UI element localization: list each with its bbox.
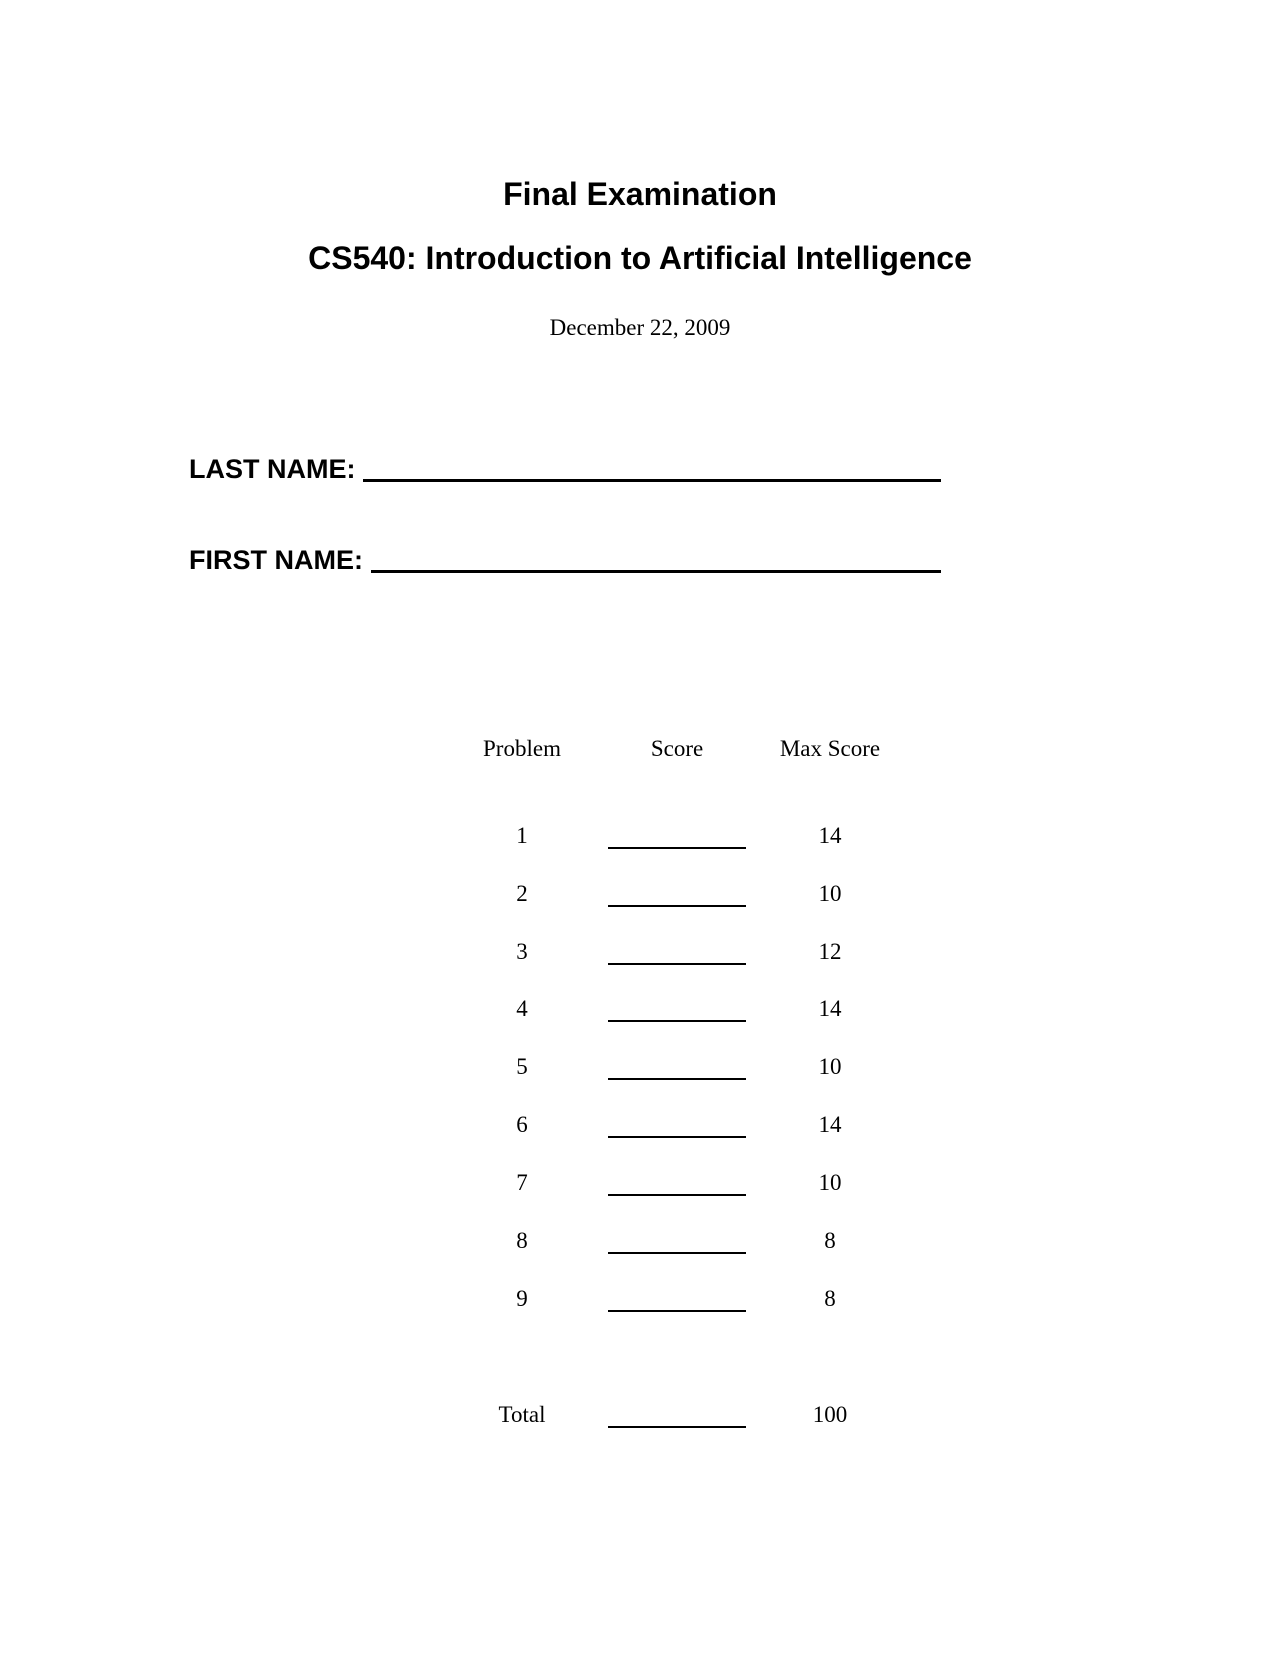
max-score: 8 [824, 1228, 836, 1253]
total-max-score: 100 [812, 1402, 848, 1427]
score-blank-line [608, 905, 746, 907]
score-blank-line [608, 1136, 746, 1138]
max-score: 10 [818, 1054, 842, 1079]
total-score-blank-line [608, 1426, 746, 1428]
last-name-blank-line [363, 479, 941, 482]
max-score: 14 [818, 1112, 842, 1137]
max-score: 14 [818, 996, 842, 1021]
problem-number: 2 [516, 881, 528, 906]
last-name-field [189, 452, 941, 486]
score-blank-line [608, 1194, 746, 1196]
problem-number: 5 [516, 1054, 528, 1079]
problem-number: 4 [516, 996, 528, 1021]
score-blank-line [608, 963, 746, 965]
problem-number: 1 [516, 823, 528, 848]
exam-date: December 22, 2009 [549, 315, 731, 340]
first-name-label: FIRST NAME: [189, 545, 363, 575]
score-blank-line [608, 1078, 746, 1080]
score-blank-line [608, 1252, 746, 1254]
score-blank-line [608, 1310, 746, 1312]
course-title: CS540: Introduction to Artificial Intelligence [308, 240, 972, 276]
problem-number: 8 [516, 1228, 528, 1253]
last-name-label: LAST NAME: [189, 454, 356, 484]
column-header-max-score: Max Score [779, 736, 881, 761]
problem-number: 3 [516, 939, 528, 964]
problem-number: 7 [516, 1170, 528, 1195]
first-name-blank-line [371, 570, 941, 573]
column-header-problem: Problem [483, 736, 561, 761]
max-score: 14 [818, 823, 842, 848]
first-name-field [189, 543, 941, 577]
total-label: Total [498, 1402, 546, 1427]
column-header-score: Score [650, 736, 704, 761]
max-score: 10 [818, 881, 842, 906]
score-blank-line [608, 1020, 746, 1022]
max-score: 10 [818, 1170, 842, 1195]
problem-number: 9 [516, 1286, 528, 1311]
problem-number: 6 [516, 1112, 528, 1137]
exam-title: Final Examination [503, 176, 777, 212]
score-blank-line [608, 847, 746, 849]
max-score: 12 [818, 939, 842, 964]
max-score: 8 [824, 1286, 836, 1311]
